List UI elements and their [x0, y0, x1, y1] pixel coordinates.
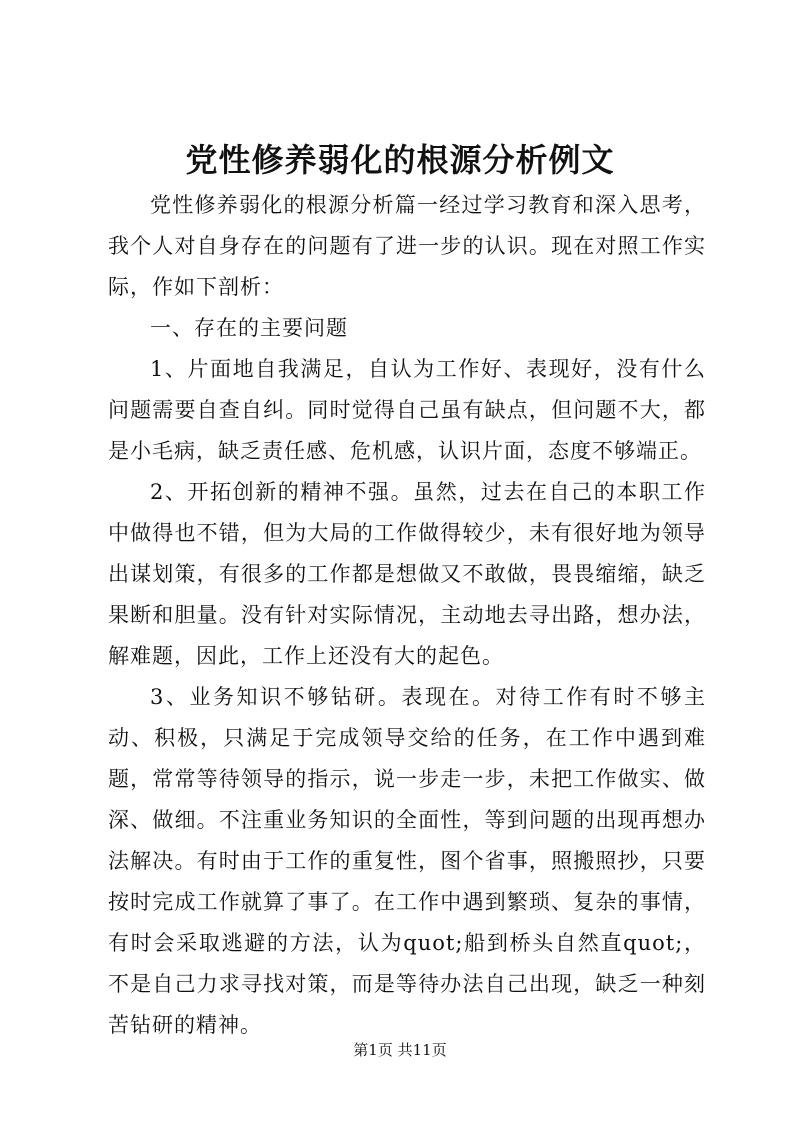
- page-number-footer: 第1页 共11页: [353, 1041, 447, 1059]
- paragraph-item-3: 3、业务知识不够钻研。表现在。对待工作有时不够主动、积极，只满足于完成领导交给的任务，在工作中遇到难题，常常等待领导的指示，说一步走一步，未把工作做实、做深、做细。不注重业务知识的全面性，等到问题的出现再想办法解决。有时由于工作的重复性，图个省事，照搬照抄，只要按时完成工作就算了事了。在工作中遇到繁琐、复杂的事情，有时会采取逃避的方法，认为quot;船到桥头自然直quot;，不是自己力求寻找对策，而是等待办法自己出现，缺乏一种刻苦钻研的精神。: [108, 685, 706, 1037]
- section-heading: 一、存在的主要问题: [150, 316, 348, 340]
- document-body: [108, 185, 706, 1046]
- paragraph-item-2: 2、开拓创新的精神不强。虽然，过去在自己的本职工作中做得也不错，但为大局的工作做得较少，未有很好地为领导出谋划策，有很多的工作都是想做又不敢做，畏畏缩缩，缺乏果断和胆量。没有针对实际情况，主动地去寻出路，想办法，解难题，因此，工作上还没有大的起色。: [108, 480, 706, 668]
- paragraph-intro: 党性修养弱化的根源分析篇一经过学习教育和深入思考，我个人对自身存在的问题有了进一步的认识。现在对照工作实际，作如下剖析：: [108, 193, 706, 299]
- paragraph-item-1: 1、片面地自我满足，自认为工作好、表现好，没有什么问题需要自查自纠。同时觉得自己虽有缺点，但问题不大，都是小毛病，缺乏责任感、危机感，认识片面，态度不够端正。: [108, 357, 706, 463]
- document-title: 党性修养弱化的根源分析例文: [185, 141, 615, 179]
